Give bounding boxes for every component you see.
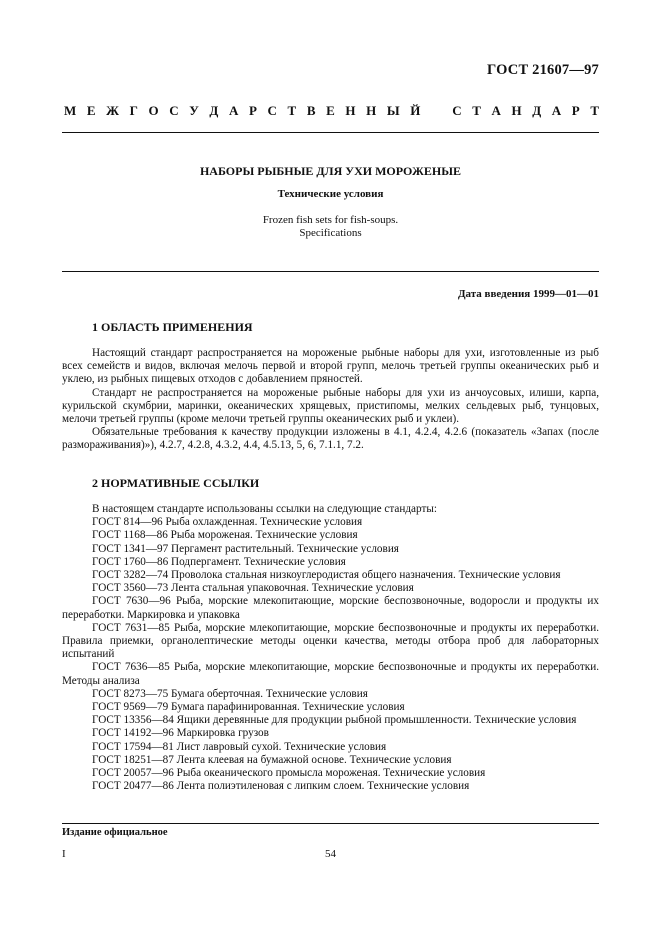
reference-item: ГОСТ 7630—96 Рыба, морские млекопитающие, морские беспозвоночные, водоросли и продукты их переработки. Маркировка и упаковка <box>62 595 599 621</box>
reference-item: ГОСТ 20057—96 Рыба океанического промысла мороженая. Технические условия <box>92 767 486 780</box>
reference-item: ГОСТ 7636—85 Рыба, морские млекопитающие, морские беспозвоночные и продукты их переработки. Методы анализа <box>62 661 599 687</box>
reference-item: ГОСТ 17594—81 Лист лавровый сухой. Технические условия <box>92 740 387 753</box>
reference-item: ГОСТ 1760—86 Подпергамент. Технические условия <box>92 555 346 568</box>
reference-item: ГОСТ 18251—87 Лента клеевая на бумажной основе. Технические условия <box>92 753 452 766</box>
banner-letter: А <box>551 103 562 118</box>
banner-letter: Т <box>472 103 481 118</box>
footer-divider <box>62 823 599 824</box>
banner-letter: Т <box>590 103 599 118</box>
reference-item: ГОСТ 1168—86 Рыба мороженая. Технические условия <box>92 529 358 542</box>
banner-letter: С <box>169 103 179 118</box>
banner-letter: С <box>452 103 462 118</box>
gost-number: ГОСТ 21607—97 <box>487 62 599 78</box>
section-2-heading: 2 НОРМАТИВНЫЕ ССЫЛКИ <box>92 476 260 490</box>
banner-letter: Д <box>532 103 542 118</box>
banner-letter: С <box>267 103 277 118</box>
references-intro: В настоящем стандарте использованы ссылки на следующие стандарты: <box>92 503 437 515</box>
english-title-line2: Specifications <box>299 227 362 239</box>
banner-letter: Д <box>209 103 219 118</box>
english-title-line1: Frozen fish sets for fish-soups. <box>262 214 399 226</box>
interstate-standard-banner <box>64 103 599 119</box>
section-1-paragraph: Обязательные требования к качеству продукции изложены в 4.1, 4.2.4, 4.2.6 (показатель «Запах (после размораживания)»), 4.2.7, 4.2.8, 4.3.2, 4.4, 4.5.13, 5, 6, 7.1.1, 7.2. <box>62 426 599 452</box>
banner-letter: Р <box>248 103 257 118</box>
section-1-paragraph: Настоящий стандарт распространяется на мороженые рыбные наборы для ухи, изготовленные из рыб всех семейств и видов, включая мелочь первой и второй групп, мелочь третьей группы океанических рыб и уклею, из рыбных пищевых отходов с добавлением пряностей. <box>62 347 599 386</box>
section-1-paragraph: Стандарт не распространяется на мороженые рыбные наборы для ухи из анчоусовых, илиши, карпа, курильской скумбрии, маринки, океанических хрящевых, пристипомы, мелких сельдевых рыб, тунцовых, мелочи третьей группы (кроме мелочи третьей группы океанических рыб и уклеи). <box>62 386 599 426</box>
top-divider <box>62 132 599 133</box>
english-title <box>0 214 661 240</box>
reference-item: ГОСТ 3282—74 Проволока стальная низкоуглеродистая общего назначения. Технические условия <box>92 569 561 582</box>
page-number: 54 <box>325 848 336 860</box>
banner-letter: У <box>189 103 199 118</box>
reference-item: ГОСТ 3560—73 Лента стальная упаковочная. Технические условия <box>92 582 414 595</box>
document-title: НАБОРЫ РЫБНЫЕ ДЛЯ УХИ МОРОЖЕНЫЕ <box>199 164 462 178</box>
banner-letter: Й <box>410 103 421 118</box>
reference-item: ГОСТ 814—96 Рыба охлажденная. Технические условия <box>92 516 363 529</box>
banner-letter: М <box>64 103 77 118</box>
reference-item: ГОСТ 9569—79 Бумага парафинированная. Технические условия <box>92 701 405 714</box>
banner-letter: Г <box>129 103 138 118</box>
banner-letter: Т <box>287 103 297 118</box>
reference-item: ГОСТ 14192—96 Маркировка грузов <box>92 727 269 740</box>
banner-letter: Н <box>345 103 356 118</box>
banner-letter: Р <box>571 103 580 118</box>
document-subtitle: Технические условия <box>277 188 384 200</box>
banner-letter: А <box>491 103 501 118</box>
introduction-date: Дата введения 1999—01—01 <box>457 288 599 300</box>
section-1-body <box>62 347 599 453</box>
references-list <box>62 503 599 793</box>
banner-letter: Е <box>86 103 96 118</box>
banner-letter: Н <box>511 103 522 118</box>
reference-item: ГОСТ 13356—84 Ящики деревянные для продукции рыбной промышленности. Технические условия <box>92 714 577 727</box>
official-edition-label: Издание официальное <box>62 827 168 838</box>
banner-letter: А <box>228 103 239 118</box>
reference-item: ГОСТ 20477—86 Лента полиэтиленовая с липким слоем. Технические условия <box>92 780 470 793</box>
banner-letter: О <box>148 103 159 118</box>
banner-letter: Н <box>366 103 377 118</box>
title-divider <box>62 271 599 272</box>
banner-letter: Е <box>326 103 335 118</box>
reference-item: ГОСТ 1341—97 Пергамент растительный. Технические условия <box>92 542 399 555</box>
reference-item: ГОСТ 8273—75 Бумага оберточная. Технические условия <box>92 687 368 700</box>
banner-letter: Ж <box>106 103 120 118</box>
section-1-heading: 1 ОБЛАСТЬ ПРИМЕНЕНИЯ <box>92 320 253 334</box>
banner-letter: Ы <box>386 103 400 118</box>
footer-left-number: I <box>62 848 66 860</box>
banner-letter: В <box>306 103 316 118</box>
reference-item: ГОСТ 7631—85 Рыба, морские млекопитающие, морские беспозвоночные и продукты их переработки. Правила приемки, органолептические методы оценки качества, методы отбора проб для лабораторных испытаний <box>62 621 599 661</box>
